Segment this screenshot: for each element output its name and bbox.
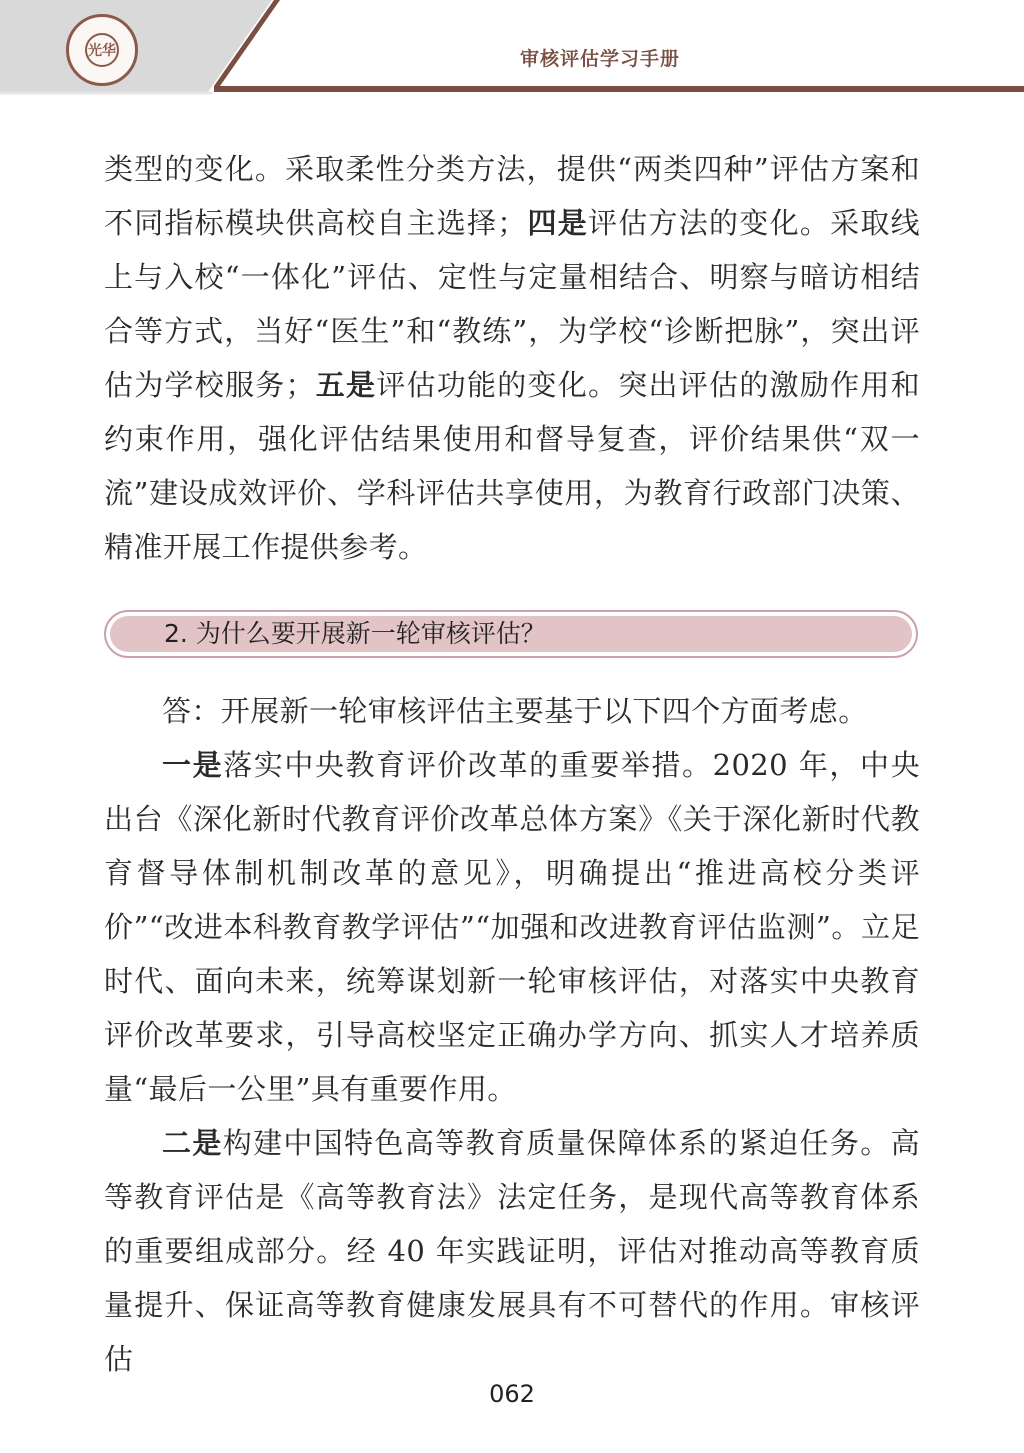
header-decoration xyxy=(0,0,1024,100)
question-heading: 2. 为什么要开展新一轮审核评估？ xyxy=(164,619,546,648)
answer-paragraph-2: 二是构建中国特色高等教育质量保障体系的紧迫任务。高等教育评估是《高等教育法》法定任务，是现代高等教育体系的重要组成部分。经 40 年实践证明，评估对推动高等教育质量提升、保证高等教育健康发展具有不可替代的作用。审核评估 xyxy=(104,1126,920,1376)
page-number: 062 xyxy=(489,1380,535,1408)
bold-lead: 二是 xyxy=(162,1126,223,1160)
page-content xyxy=(104,142,920,1386)
bold-lead: 四是 xyxy=(526,206,589,240)
page-header xyxy=(0,0,1024,100)
bold-lead: 一是 xyxy=(162,748,224,782)
answer-intro: 答：开展新一轮审核评估主要基于以下四个方面考虑。 xyxy=(162,694,868,728)
paragraph: 类型的变化。采取柔性分类方法，提供“两类四种”评估方案和不同指标模块供高校自主选择；四是评估方法的变化。采取线上与入校“一体化”评估、定性与定量相结合、明察与暗访相结合等方式，当好“医生”和“教练”，为学校“诊断把脉”，突出评估为学校服务；五是评估功能的变化。突出评估的激励作用和约束作用，强化评估结果使用和督导复查，评价结果供“双一流”建设成效评价、学科评估共享使用，为教育行政部门决策、精准开展工作提供参考。 xyxy=(104,152,920,564)
answer-paragraph-1: 一是落实中央教育评价改革的重要举措。2020 年，中央出台《深化新时代教育评价改革总体方案》《关于深化新时代教育督导体制机制改革的意见》，明确提出“推进高校分类评价”“改进本科教育教学评估”“加强和改进教育评估监测”。立足时代、面向未来，统筹谋划新一轮审核评估，对落实中央教育评价改革要求，引导高校坚定正确办学方向、抓实人才培养质量“最后一公里”具有重要作用。 xyxy=(104,748,920,1106)
header-accent-line xyxy=(214,86,1024,92)
question-heading-box xyxy=(104,610,918,658)
university-logo xyxy=(66,14,138,86)
bold-lead: 五是 xyxy=(314,368,377,402)
document-title: 审核评估学习手册 xyxy=(520,48,681,70)
logo-mark: 光华 xyxy=(88,43,116,59)
